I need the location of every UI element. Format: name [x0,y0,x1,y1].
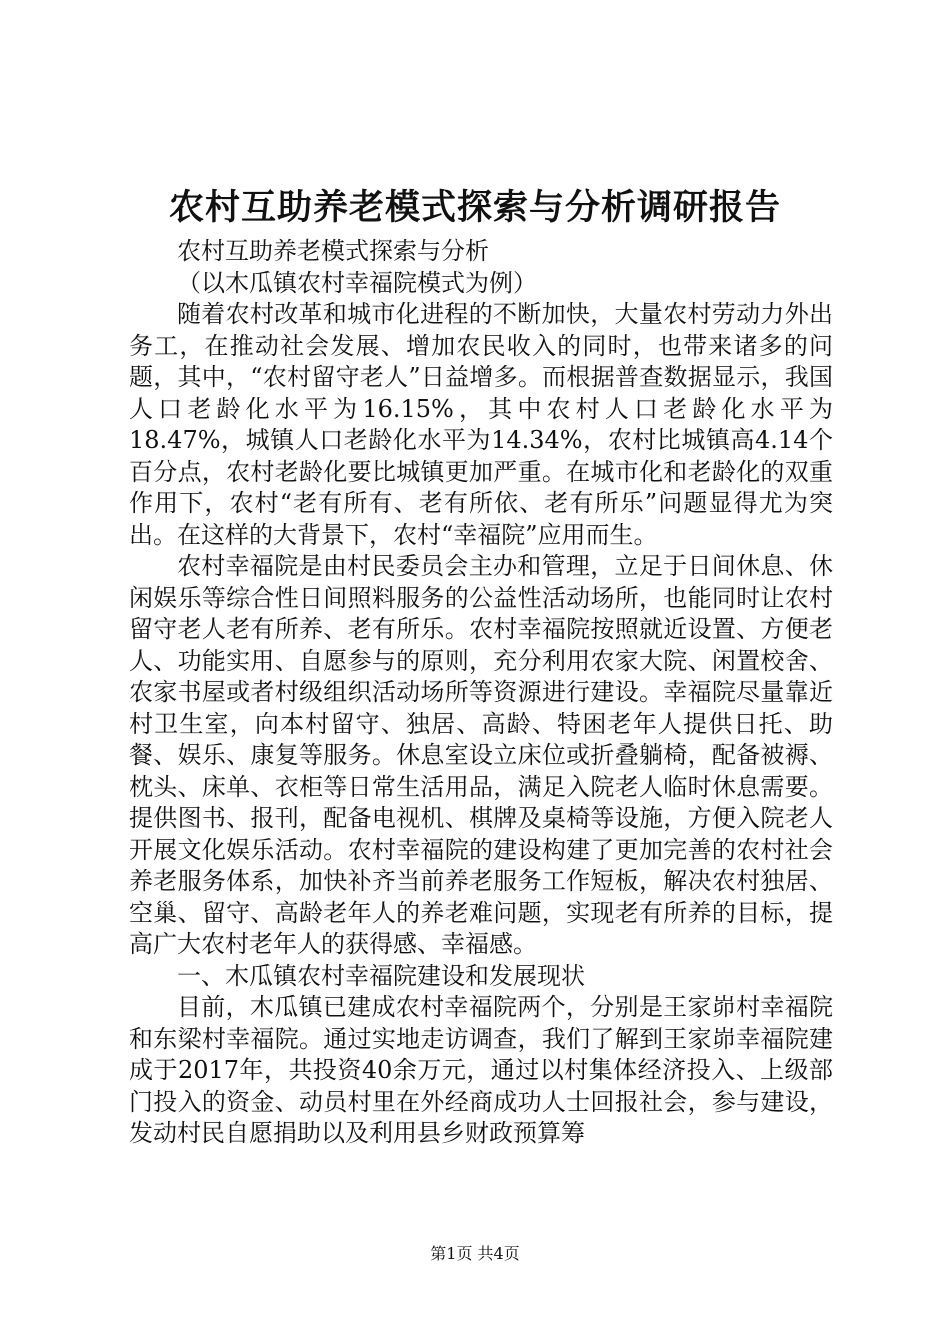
section-heading-1: 一、木瓜镇农村幸福院建设和发展现状 [177,961,585,990]
document-body [129,236,833,1150]
page-number-footer: 第1页 共4页 [430,1244,520,1263]
paragraph-current-status: 目前，木瓜镇已建成农村幸福院两个，分别是王家峁村幸福院和东梁村幸福院。通过实地走访调查，我们了解到王家峁幸福院建成于2017年，共投资40余万元，通过以村集体经济投入、上级部门投入的资金、动员村里在外经商成功人士回报社会，参与建设，发动村民自愿捐助以及利用县乡财政预算筹 [129,993,833,1147]
document-title: 农村互助养老模式探索与分析调研报告 [168,187,781,228]
subtitle-line: 农村互助养老模式探索与分析 [177,237,489,265]
paragraph-happiness-home: 农村幸福院是由村民委员会主办和管理，立足于日间休息、休闲娱乐等综合性日间照料服务的公益性活动场所，也能同时让农村留守老人老有所养、老有所乐。农村幸福院按照就近设置、方便老人、功能实用、自愿参与的原则，充分利用农家大院、闲置校舍、农家书屋或者村级组织活动场所等资源进行建设。幸福院尽量靠近村卫生室，向本村留守、独居、高龄、特困老年人提供日托、助餐、娱乐、康复等服务。休息室设立床位或折叠躺椅，配备被褥、枕头、床单、衣柜等日常生活用品，满足入院老人临时休息需要。提供图书、报刊，配备电视机、棋牌及桌椅等设施，方便入院老人开展文化娱乐活动。农村幸福院的建设构建了更加完善的农村社会养老服务体系，加快补齐当前养老服务工作短板，解决农村独居、空巢、留守、高龄老年人的养老难问题，实现老有所养的目标，提高广大农村老年人的获得感、幸福感。 [129,552,833,958]
subtitle-example-line: （以木瓜镇农村幸福院模式为例） [177,268,537,297]
paragraph-background: 随着农村改革和城市化进程的不断加快，大量农村劳动力外出务工，在推动社会发展、增加农民收入的同时，也带来诸多的问题，其中，“农村留守老人”日益增多。而根据普查数据显示，我国人口老龄化水平为16.15%，其中农村人口老龄化水平为18.47%，城镇人口老龄化水平为14.34%，农村比城镇高4.14个百分点，农村老龄化要比城镇更加严重。在城市化和老龄化的双重作用下，农村“老有所有、老有所依、老有所乐”问题显得尤为突出。在这样的大背景下，农村“幸福院”应用而生。 [129,300,833,549]
